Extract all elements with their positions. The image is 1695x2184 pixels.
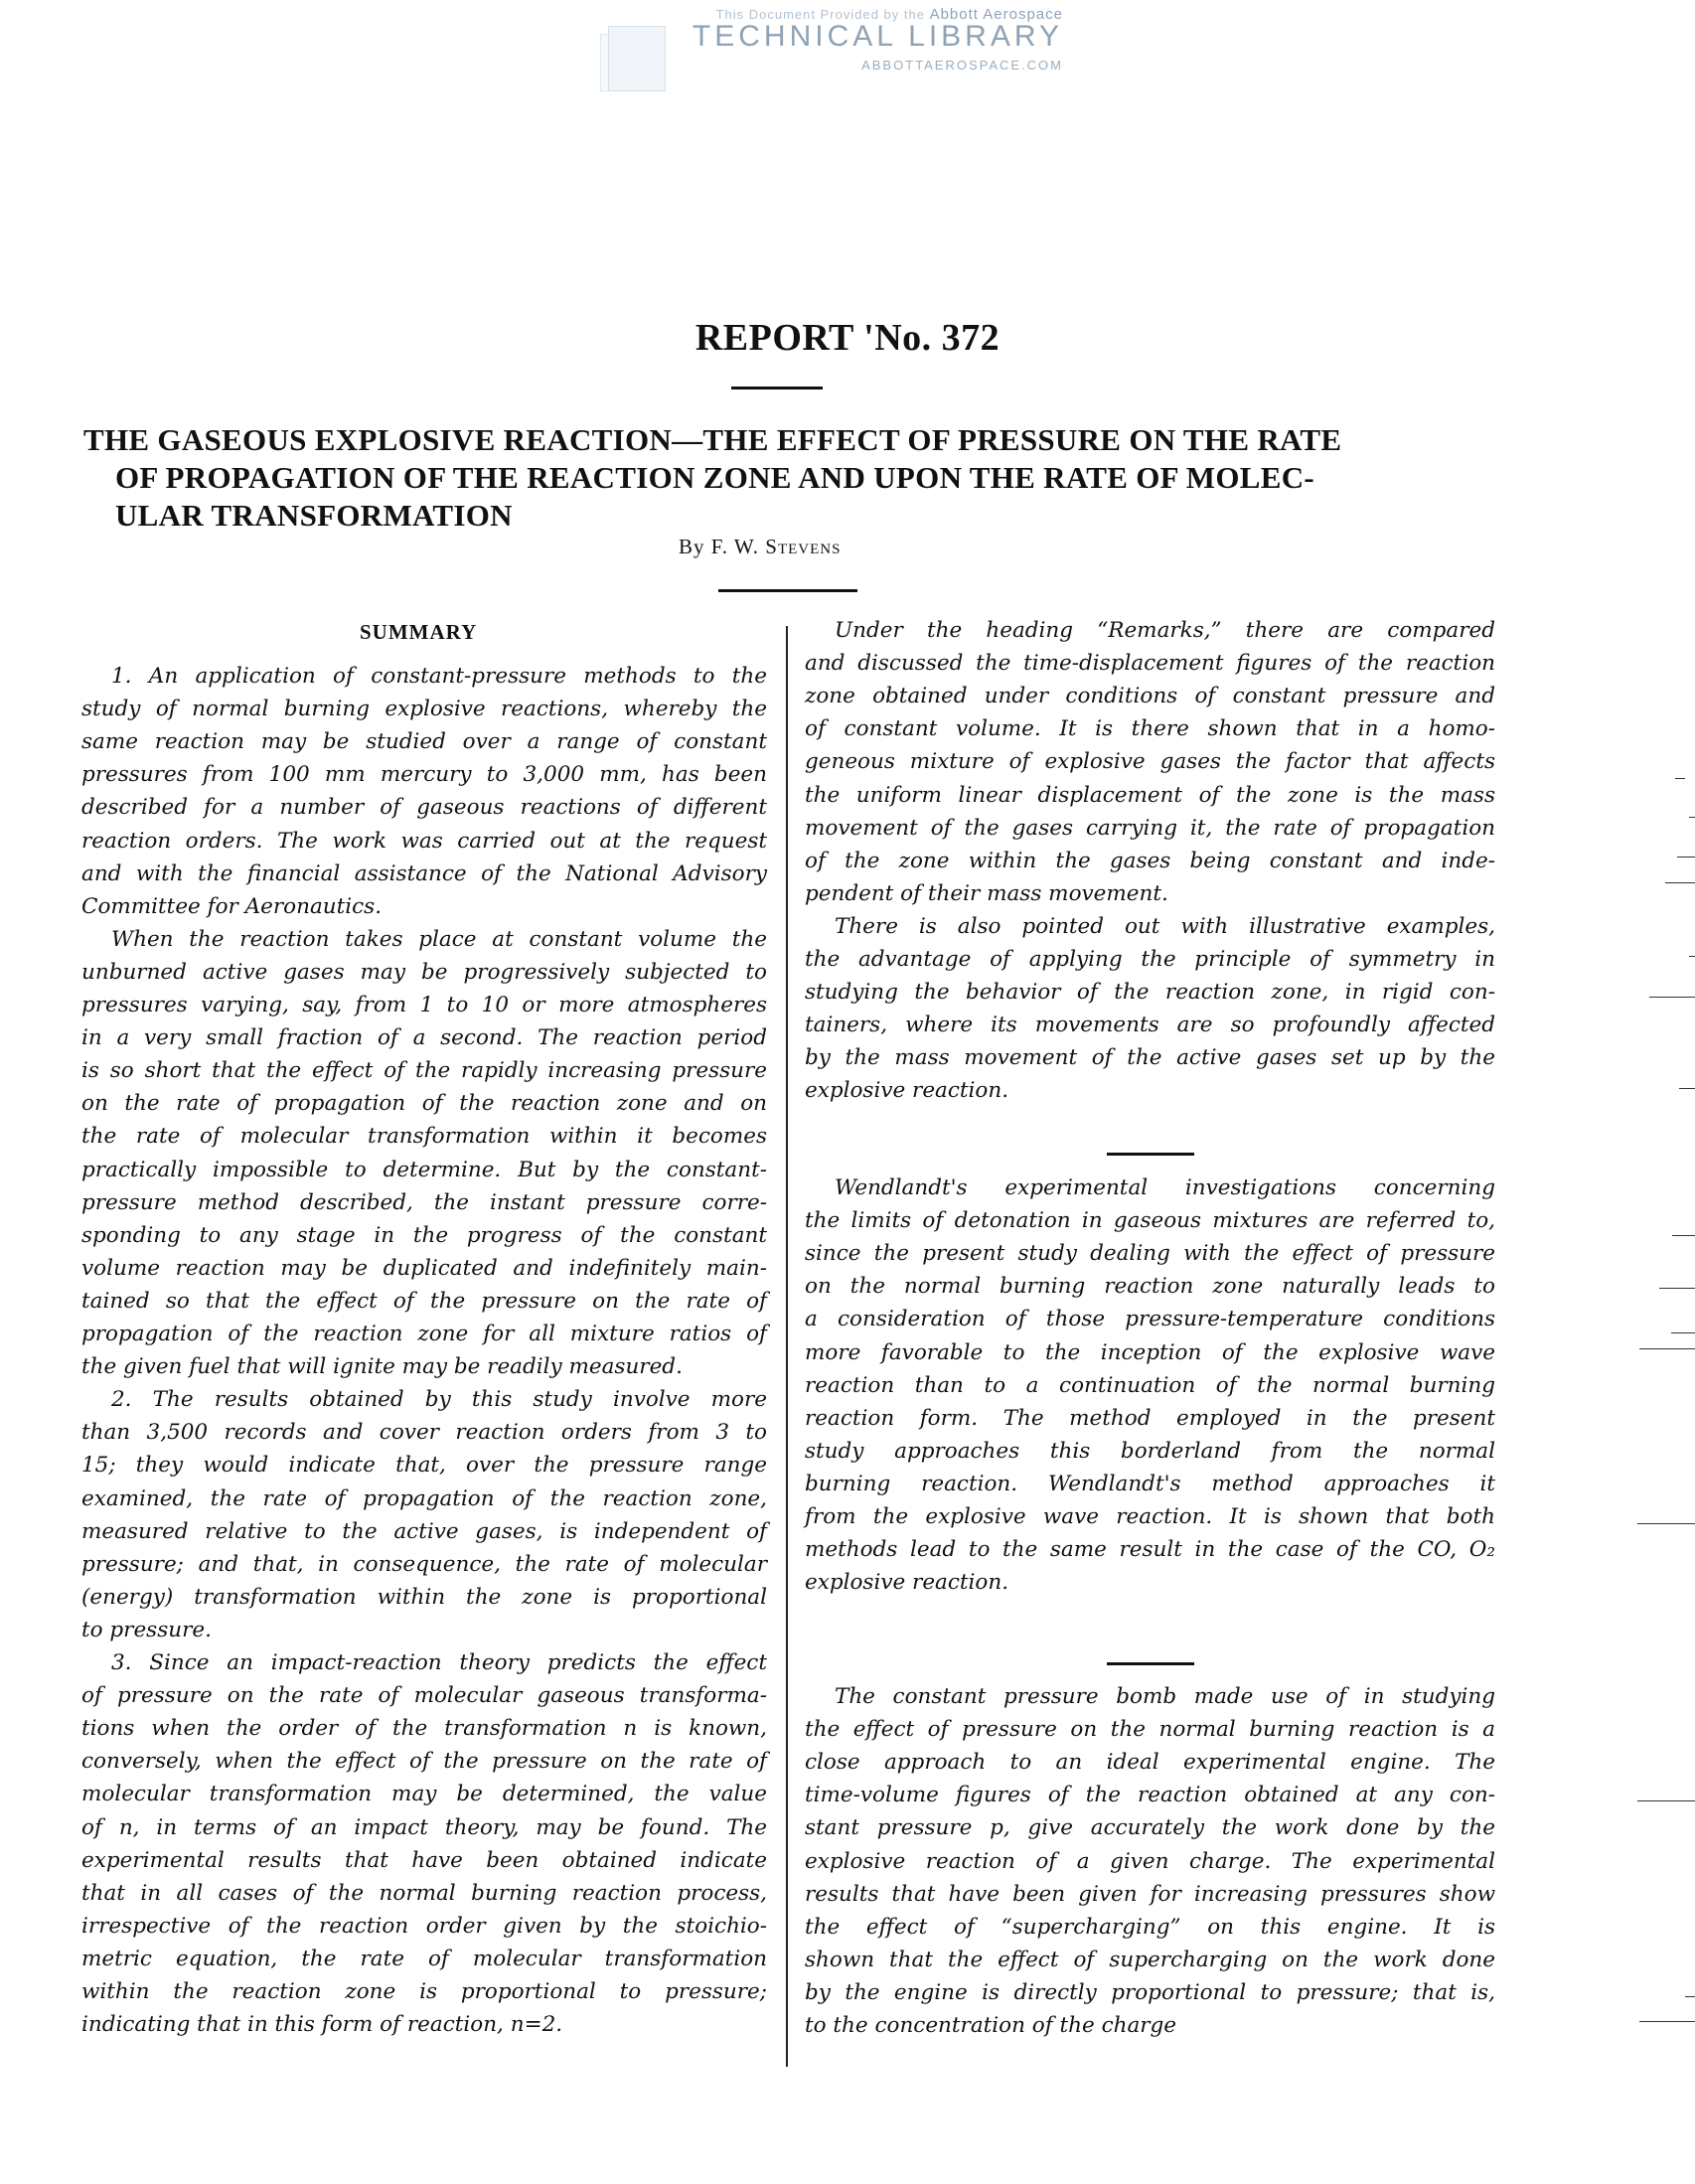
text-line: than 3,500 records and cover reaction orders from 3 to [81,1420,767,1446]
byline-rule [718,589,857,592]
text-line: of the zone within the gases being constant and inde- [805,848,1495,873]
text-line: 1. An application of constant-pressure methods to the [111,664,767,689]
text-line: on the rate of propagation of the reaction zone and on [81,1091,767,1117]
text-line: examined, the rate of propagation of the reaction zone, [81,1485,767,1511]
text-line: The constant pressure bomb made use of in studying [835,1684,1495,1709]
text-line: burning reaction. Wendlandt's method approaches it [805,1471,1495,1496]
text-line: studying the behavior of the reaction zone, in rigid con- [805,980,1495,1006]
text-line: close approach to an ideal experimental engine. The [805,1750,1495,1776]
text-line: the limits of detonation in gaseous mixtures are referred to, [805,1208,1495,1234]
text-line: that in all cases of the normal burning reaction process, [81,1880,767,1906]
text-line: study approaches this borderland from the normal [805,1438,1495,1464]
text-line: from the explosive wave reaction. It is shown that both [805,1504,1495,1529]
byline [679,535,841,559]
title-line: THE GASEOUS EXPLOSIVE REACTION—THE EFFECT OF PRESSURE ON THE RATE [83,422,1342,457]
text-line: practically impossible to determine. But by the constant- [81,1157,767,1182]
watermark-main: TECHNICAL LIBRARY [692,20,1063,53]
author-name: F. W. Stevens [710,535,842,558]
watermark-prefix: This Document Provided by the [715,7,925,22]
text-line: time-volume figures of the reaction obtained at any con- [805,1783,1495,1808]
text-line: Under the heading “Remarks,” there are compared [835,618,1495,643]
text-line: molecular transformation may be determined, the value [81,1782,767,1807]
text-line: sponding to any stage in the progress of the constant [81,1222,767,1248]
text-line: There is also pointed out with illustrative examples, [835,913,1495,939]
watermark-brand: Abbott Aerospace [929,6,1063,23]
text-line: conversely, when the effect of the pressure on the rate of [81,1749,767,1775]
text-line: study of normal burning explosive reactions, whereby the [81,697,767,722]
text-line: indicating that in this form of reaction, n=2. [81,2012,563,2038]
byline-prefix: By [679,535,705,558]
text-line: Wendlandt's experimental investigations concerning [835,1175,1495,1200]
text-line: 2. The results obtained by this study involve more [111,1387,767,1413]
text-line: is so short that the effect of the rapidly increasing pressure [81,1058,767,1084]
text-line: methods lead to the same result in the case of the CO, O₂ [805,1537,1495,1563]
text-line: movement of the gases carrying it, the rate of propagation [805,815,1495,841]
text-line: to the concentration of the charge [805,2013,1177,2038]
text-line: measured relative to the active gases, is independent of [81,1518,767,1544]
text-line: pressures varying, say, from 1 to 10 or more atmospheres [81,993,767,1017]
summary-heading: SUMMARY [360,620,478,644]
text-line: volume reaction may be duplicated and indefinitely main- [81,1255,767,1281]
text-line: a consideration of those pressure-temperature conditions [805,1307,1495,1332]
title-rule [731,387,823,390]
text-line: unburned active gases may be progressively subjected to [81,959,767,985]
text-line: pendent of their mass movement. [805,880,1168,906]
report-number: REPORT 'No. 372 [694,317,1001,359]
abbott-aerospace-watermark [596,4,1073,91]
section-separator [1107,1662,1194,1665]
text-line: the advantage of applying the principle of symmetry in [805,947,1495,972]
text-line: When the reaction takes place at constant volume the [111,926,767,952]
text-line: (energy) transformation within the zone is proportional [81,1584,767,1610]
text-line: zone obtained under conditions of constant pressure and [805,684,1495,709]
watermark-url: ABBOTTAEROSPACE.COM [861,58,1063,73]
text-line: reaction than to a continuation of the normal burning [805,1372,1495,1398]
text-line: metric equation, the rate of molecular transformation [81,1946,767,1971]
text-line: and with the financial assistance of the National Advisory [81,860,767,886]
text-line: within the reaction zone is proportional to pressure; [81,1979,767,2004]
text-line: reaction orders. The work was carried out at the request [81,828,767,854]
paper-title [83,421,1514,535]
text-line: 15; they would indicate that, over the pressure range [81,1453,767,1479]
text-line: and discussed the time-displacement figures of the reaction [805,651,1495,677]
text-line: propagation of the reaction zone for all mixture ratios of [81,1322,767,1346]
column-divider [786,626,788,2067]
text-line: same reaction may be studied over a range of constant [81,729,767,755]
text-line: on the normal burning reaction zone naturally leads to [805,1274,1495,1300]
text-line: more favorable to the inception of the explosive wave [805,1339,1495,1365]
text-line: of n, in terms of an impact theory, may be found. The [81,1814,767,1840]
text-line: since the present study dealing with the effect of pressure [805,1241,1495,1267]
text-line: tainers, where its movements are so profoundly affected [805,1013,1495,1038]
text-line: shown that the effect of supercharging on the work done [805,1947,1495,1972]
text-line: of pressure on the rate of molecular gaseous transforma- [81,1683,767,1709]
text-line: 3. Since an impact-reaction theory predicts the effect [111,1650,767,1675]
text-line: pressures from 100 mm mercury to 3,000 mm, has been [81,762,767,788]
text-line: stant pressure p, give accurately the work done by the [805,1815,1495,1841]
text-line: in a very small fraction of a second. The reaction period [81,1025,767,1051]
text-line: results that have been given for increasing pressures show [805,1881,1495,1907]
text-line: to pressure. [81,1617,212,1642]
text-line: experimental results that have been obtained indicate [81,1847,767,1873]
text-line: pressure; and that, in consequence, the rate of molecular [81,1551,767,1577]
title-line: OF PROPAGATION OF THE REACTION ZONE AND UPON THE RATE OF MOLEC- [115,460,1315,495]
text-line: the effect of pressure on the normal burning reaction is a [805,1717,1495,1743]
section-separator [1107,1153,1194,1156]
text-line: pressure method described, the instant pressure corre- [81,1189,767,1215]
title-line: ULAR TRANSFORMATION [115,498,513,533]
text-line: the effect of “supercharging” on this engine. It is [805,1914,1495,1940]
text-line: described for a number of gaseous reactions of different [81,795,767,821]
text-line: Committee for Aeronautics. [81,893,383,919]
text-line: explosive reaction of a given charge. The experimental [805,1848,1495,1874]
text-line: explosive reaction. [805,1078,1009,1104]
text-line: geneous mixture of explosive gases the factor that affects [805,749,1495,775]
text-line: tions when the order of the transformation n is known, [81,1716,767,1742]
text-line: of constant volume. It is there shown that in a homo- [805,716,1495,742]
text-line: by the mass movement of the active gases set up by the [805,1045,1495,1071]
text-line: reaction form. The method employed in the present [805,1405,1495,1431]
text-line: by the engine is directly proportional to pressure; that is, [805,1979,1495,2005]
text-line: the given fuel that will ignite may be readily measured. [81,1354,683,1380]
text-line: the uniform linear displacement of the zone is the mass [805,782,1495,808]
text-line: explosive reaction. [805,1570,1009,1596]
scan-margin-marks [1590,0,1695,2184]
text-line: the rate of molecular transformation within it becomes [81,1124,767,1150]
text-line: irrespective of the reaction order given by the stoichio- [81,1913,767,1939]
text-line: tained so that the effect of the pressure on the rate of [81,1288,767,1314]
